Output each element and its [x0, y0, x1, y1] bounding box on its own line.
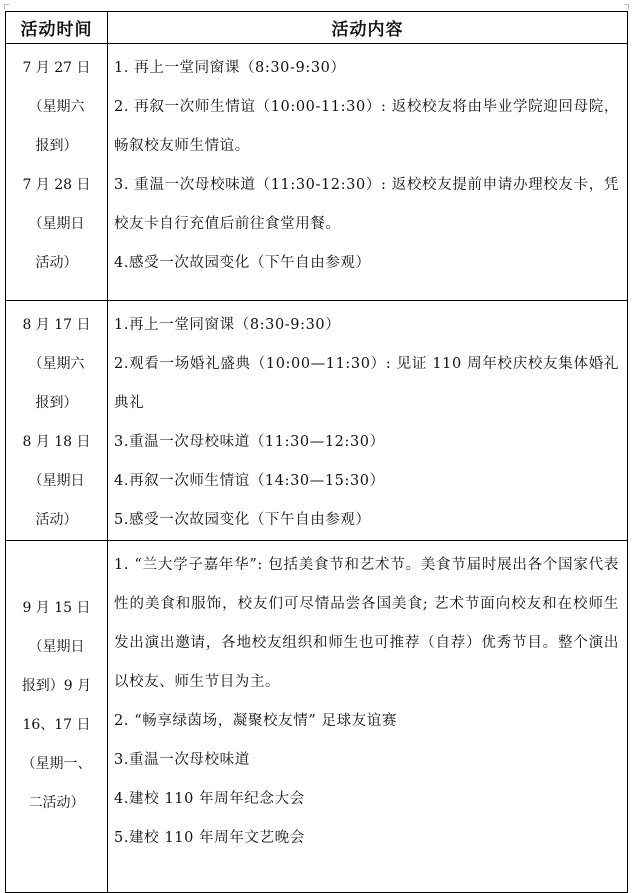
header-activity-content: 活动内容 — [108, 12, 628, 44]
time-line: （星期六 — [28, 356, 85, 372]
activity-item: 2. “畅享绿茵场，凝聚校友情” 足球友谊赛 — [114, 713, 398, 729]
time-line: 7 月 28 日 — [22, 177, 91, 193]
activity-item: 3.重温一次母校味道 — [114, 752, 250, 768]
activity-item: 4.建校 110 年周年纪念大会 — [114, 791, 305, 807]
activity-item: 5.建校 110 年周年文艺晚会 — [114, 830, 305, 846]
time-line: 报到）9 月 — [21, 678, 92, 694]
activity-item: 1. 再上一堂同窗课（8:30-9:30） — [114, 60, 346, 76]
activity-schedule-table — [5, 11, 628, 893]
corner-mark — [624, 4, 629, 9]
time-cell — [6, 44, 108, 301]
time-cell — [6, 301, 108, 541]
table-row — [6, 44, 628, 301]
activity-item: 3. 重温一次母校味道（11:30-12:30）: 返校校友提前申请办理校友卡，凭校友卡自行充值后前往食堂用餐。 — [114, 177, 619, 232]
time-line: 16、17 日 — [22, 717, 91, 733]
time-line: （星期日 — [28, 639, 85, 655]
activity-item: 5.感受一次故园变化（下午自由参观） — [114, 512, 371, 528]
table-header-row — [6, 12, 628, 44]
time-line: 活动） — [35, 255, 78, 271]
time-line: 报到） — [35, 138, 78, 154]
activity-item: 1.再上一堂同窗课（8:30-9:30） — [114, 317, 341, 333]
table-row — [6, 541, 628, 893]
activity-item: 4.感受一次故园变化（下午自由参观） — [114, 255, 371, 271]
time-line: 7 月 27 日 — [22, 60, 91, 76]
header-activity-time: 活动时间 — [6, 12, 108, 44]
time-cell — [6, 541, 108, 893]
time-line: 活动） — [35, 512, 78, 528]
time-line: （星期日 — [28, 216, 85, 232]
time-line: （星期日 — [28, 473, 85, 489]
activity-item: 2.观看一场婚礼盛典（10:00—11:30）: 见证 110 周年校庆校友集体婚礼典礼 — [114, 356, 619, 411]
table-row — [6, 301, 628, 541]
activity-item: 4.再叙一次师生情谊（14:30—15:30） — [114, 473, 385, 489]
content-cell — [108, 541, 628, 893]
time-line: 8 月 17 日 — [22, 317, 91, 333]
time-line: 报到） — [35, 395, 78, 411]
time-line: （星期一、 — [21, 756, 92, 772]
time-line: （星期六 — [28, 99, 85, 115]
activity-item: 2. 再叙一次师生情谊（10:00-11:30）: 返校校友将由毕业学院迎回母院，畅叙校友师生情谊。 — [114, 99, 619, 154]
time-line: 9 月 15 日 — [22, 600, 91, 616]
content-cell — [108, 44, 628, 301]
corner-mark — [4, 4, 9, 9]
time-line: 8 月 18 日 — [22, 434, 91, 450]
activity-item: 3.重温一次母校味道（11:30—12:30） — [114, 434, 385, 450]
time-line: 二活动） — [28, 795, 85, 811]
content-cell — [108, 301, 628, 541]
activity-item: 1. “兰大学子嘉年华”: 包括美食节和艺术节。美食节届时展出各个国家代表性的美食和服饰，校友们可尽情品尝各国美食; 艺术节面向校友和在校师生发出演出邀请，各地校友组织和师生也可推荐（自荐）优秀节目。整个演出以校友、师生节目为主。 — [114, 557, 619, 690]
